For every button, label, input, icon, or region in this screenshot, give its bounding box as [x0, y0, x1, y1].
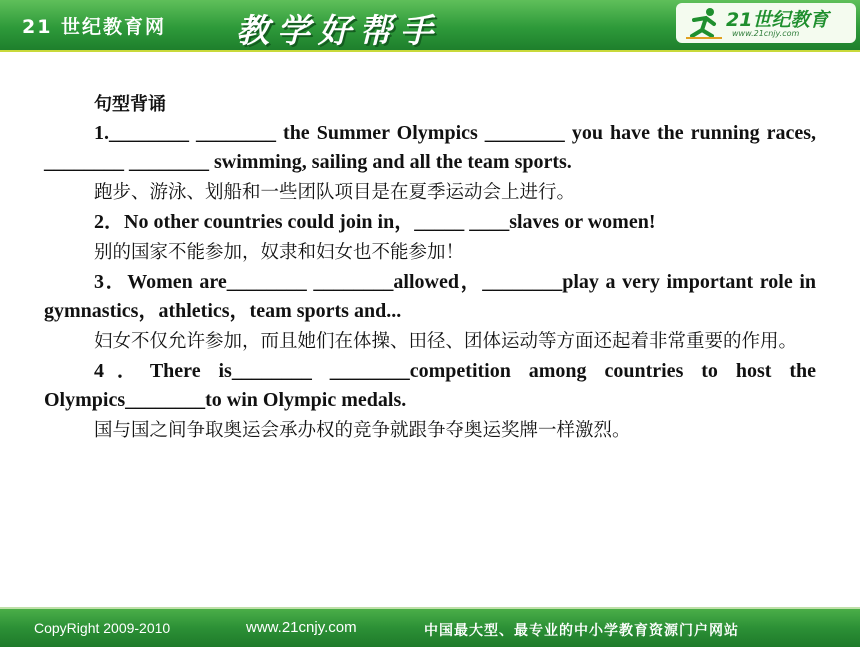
site-logo[interactable] — [676, 3, 856, 43]
sentence-3-english: 3．Women are________ ________allowed，________play a very important role in gymnastics，athletics，team sports and... — [44, 271, 816, 322]
header-slogan: 教学好帮手 — [236, 11, 441, 50]
header-bar — [0, 0, 860, 52]
sentence-4-chinese: 国与国之间争取奥运会承办权的竞争就跟争夺奥运奖牌一样激烈。 — [94, 420, 631, 441]
sentence-2-english: 2．No other countries could join in，_____ ____slaves or women! — [94, 211, 656, 233]
slide-content — [44, 90, 816, 446]
sentence-3-chinese: 妇女不仅允许参加，而且她们在体操、田径、团体运动等方面还起着非常重要的作用。 — [94, 331, 798, 352]
footer-copyright: CopyRight 2009-2010 — [34, 620, 171, 636]
sentence-1-chinese: 跑步、游泳、划船和一些团队项目是在夏季运动会上进行。 — [94, 182, 576, 203]
section-heading: 句型背诵 — [94, 94, 166, 115]
site-name: 21 世纪教育网 — [22, 16, 167, 38]
logo-url: www.21cnjy.com — [732, 29, 800, 38]
sentence-1-english: 1.________ ________ the Summer Olympics ________ you have the running races, ________ ________ swimming, sailing and all the team sports. — [44, 122, 816, 173]
footer-slogan: 中国最大型、最专业的中小学教育资源门户网站 — [424, 623, 739, 639]
runner-logo-icon — [684, 6, 724, 40]
sentence-2-chinese: 别的国家不能参加，奴隶和妇女也不能参加！ — [94, 242, 465, 263]
footer-bar — [0, 607, 860, 647]
sentence-4-english: 4．There is________ ________competition among countries to host the Olympics________to win Olympic medals. — [44, 360, 816, 411]
footer-link[interactable]: www.21cnjy.com — [246, 619, 357, 636]
logo-text: 21世纪教育 — [726, 9, 829, 31]
